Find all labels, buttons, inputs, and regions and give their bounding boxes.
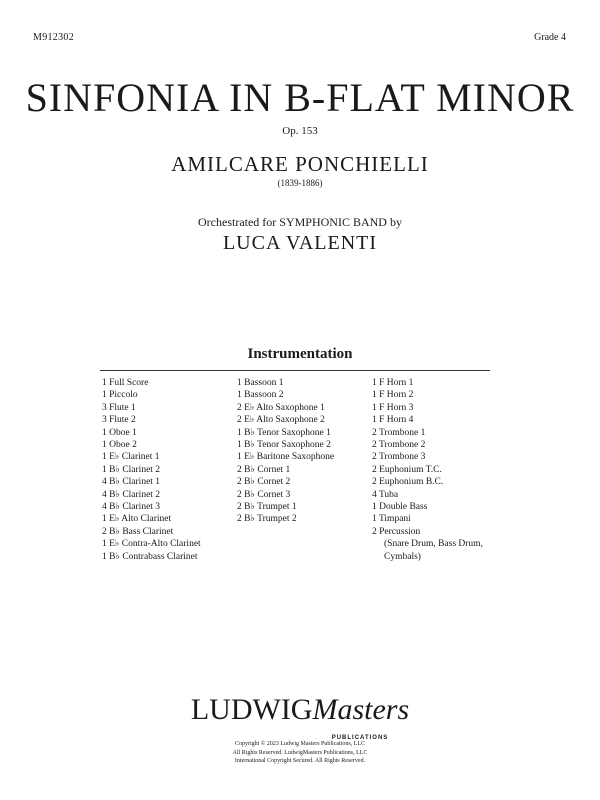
instrumentation-divider bbox=[100, 370, 490, 371]
instrument-item: 1 E♭ Alto Clarinet bbox=[102, 514, 172, 525]
grade-level: Grade 4 bbox=[534, 32, 566, 43]
instrument-item: 2 B♭ Trumpet 1 bbox=[237, 502, 297, 513]
instrument-item: 2 E♭ Alto Saxophone 1 bbox=[237, 402, 325, 413]
instrument-item: 1 B♭ Contrabass Clarinet bbox=[102, 551, 198, 562]
logo-masters: Masters bbox=[312, 693, 410, 726]
instrument-item: 1 Full Score bbox=[102, 378, 149, 388]
instrument-column-1 bbox=[102, 377, 232, 563]
instrument-item: 2 B♭ Trumpet 2 bbox=[237, 514, 297, 525]
instrument-item: 1 E♭ Clarinet 1 bbox=[102, 452, 160, 463]
instrument-item: 2 Trombone 3 bbox=[372, 452, 426, 463]
instrument-item: 2 E♭ Alto Saxophone 2 bbox=[237, 415, 325, 426]
instrument-item: 1 E♭ Baritone Saxophone bbox=[237, 452, 335, 463]
instrument-item: 1 F Horn 4 bbox=[372, 415, 414, 426]
instrument-item: 1 Bassoon 2 bbox=[237, 390, 284, 401]
logo-ludwig: LUDWIG bbox=[190, 693, 313, 726]
arranger-name: LUCA VALENTI bbox=[222, 232, 378, 254]
catalog-number: M912302 bbox=[33, 32, 74, 43]
instrument-item: 1 Double Bass bbox=[372, 502, 428, 513]
instrument-item: 1 Piccolo bbox=[102, 390, 138, 401]
instrument-item: 2 Trombone 1 bbox=[372, 427, 426, 438]
instrument-item: 2 B♭ Cornet 3 bbox=[237, 489, 291, 500]
opus-number: Op. 153 bbox=[282, 125, 318, 137]
instrument-item: 2 Trombone 2 bbox=[372, 440, 426, 451]
instrumentation-heading: Instrumentation bbox=[247, 346, 353, 362]
instrument-item: 1 E♭ Contra-Alto Clarinet bbox=[102, 539, 201, 550]
instrument-column-3 bbox=[372, 377, 502, 563]
instrument-item: 2 Euphonium B.C. bbox=[372, 477, 444, 488]
instrument-item: 2 B♭ Cornet 2 bbox=[237, 477, 291, 488]
instrument-item: 2 Euphonium T.C. bbox=[372, 464, 442, 475]
publisher-logo bbox=[0, 695, 600, 725]
instrument-column-2 bbox=[237, 377, 367, 526]
instrument-item: 1 F Horn 1 bbox=[372, 378, 414, 388]
instrument-item: 2 B♭ Bass Clarinet bbox=[102, 526, 174, 537]
instrument-item: Cymbals) bbox=[384, 551, 421, 562]
instrument-item: 1 F Horn 3 bbox=[372, 402, 414, 413]
instrument-item: 4 B♭ Clarinet 3 bbox=[102, 502, 161, 513]
instrument-item: 1 B♭ Clarinet 2 bbox=[102, 464, 161, 475]
instrument-item: 4 B♭ Clarinet 1 bbox=[102, 477, 161, 488]
instrument-item: 4 Tuba bbox=[372, 489, 399, 500]
instrument-item: 1 Timpani bbox=[372, 514, 411, 525]
copyright-line: International Copyright Secured. All Rights Reserved. bbox=[234, 758, 366, 765]
copyright-line: All Rights Reserved. LudwigMasters Publications, LLC bbox=[232, 749, 368, 756]
instrument-item: 3 Flute 2 bbox=[102, 415, 136, 426]
instrument-item: 1 Bassoon 1 bbox=[237, 378, 284, 388]
piece-title: SINFONIA IN B-FLAT MINOR bbox=[25, 75, 575, 120]
instrument-item: (Snare Drum, Bass Drum, bbox=[384, 539, 483, 550]
composer-dates: (1839-1886) bbox=[277, 178, 323, 188]
instrument-item: 4 B♭ Clarinet 2 bbox=[102, 489, 161, 500]
copyright-notice bbox=[0, 740, 600, 766]
instrument-item: 1 F Horn 2 bbox=[372, 390, 414, 401]
instrument-item: 1 Oboe 1 bbox=[102, 427, 137, 438]
instrument-item: 1 Oboe 2 bbox=[102, 440, 137, 451]
orchestration-line: Orchestrated for SYMPHONIC BAND by bbox=[198, 215, 402, 229]
copyright-line: Copyright © 2023 Ludwig Masters Publications, LLC bbox=[234, 741, 366, 747]
instrument-item: 1 B♭ Tenor Saxophone 2 bbox=[237, 440, 331, 451]
instrument-item: 2 B♭ Cornet 1 bbox=[237, 464, 291, 475]
instrument-item: 2 Percussion bbox=[372, 526, 421, 537]
instrument-item: 3 Flute 1 bbox=[102, 402, 136, 413]
instrument-item: 1 B♭ Tenor Saxophone 1 bbox=[237, 427, 331, 438]
logo-publications: PUBLICATIONS bbox=[331, 735, 389, 741]
composer-name: AMILCARE PONCHIELLI bbox=[171, 152, 429, 176]
